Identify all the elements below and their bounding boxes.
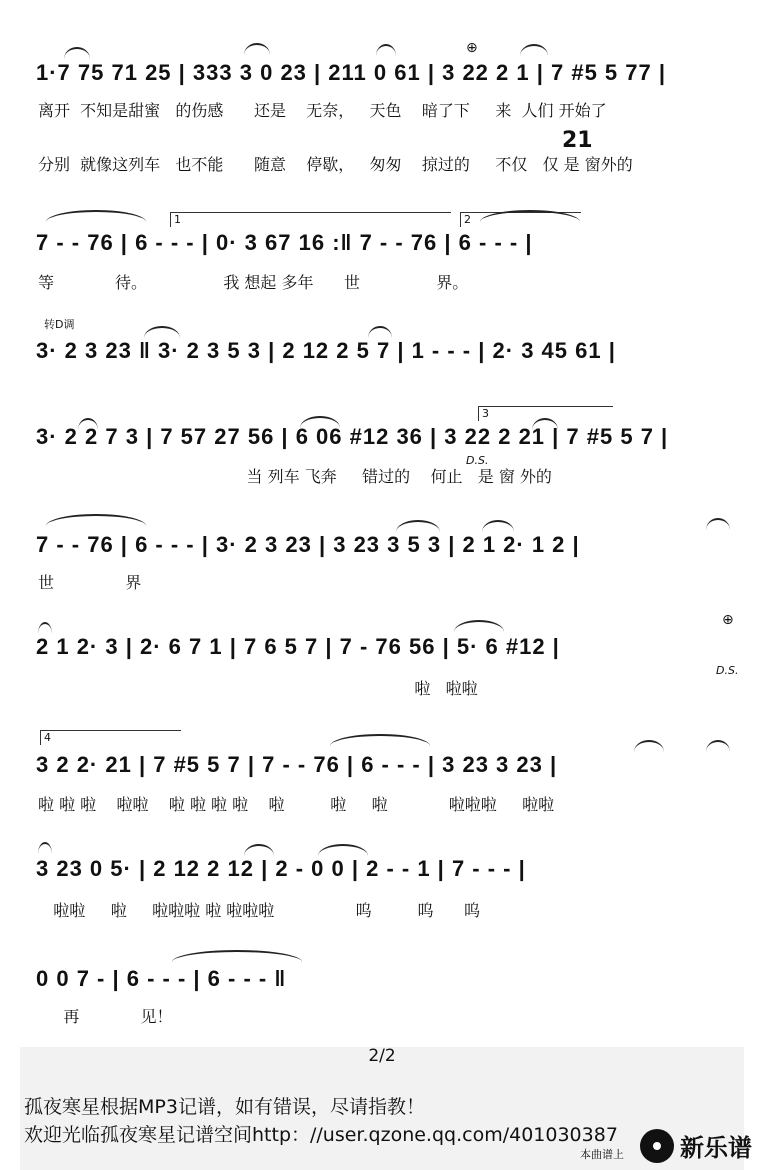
slur	[330, 734, 430, 746]
record-disc-icon	[640, 1129, 674, 1163]
slur	[38, 622, 52, 634]
notation: 2 1 2· 3 | 2· 6 7 1 | 7 6 5 7 | 7 - 76 56 | 5· 6 #12 |	[36, 634, 560, 659]
key-change-label: 转D调	[44, 318, 75, 331]
alt-note: 21	[562, 128, 593, 153]
volta-bracket: 1	[170, 212, 451, 227]
lyric-verse-1: 离开 不知是甜蜜 的伤感 还是 无奈， 天色 暗了下 来 人们 开始了	[38, 101, 607, 120]
slur	[706, 740, 730, 752]
lyric: 啦 啦啦	[38, 679, 478, 698]
slur	[46, 514, 146, 526]
ds-marker: D.S.	[716, 664, 739, 677]
volta-bracket: 2	[460, 212, 581, 227]
lyric: 世 界	[38, 573, 142, 592]
slur	[454, 620, 504, 632]
slur	[244, 43, 270, 55]
slur	[706, 518, 730, 530]
slur	[64, 47, 90, 59]
lyric: 啦 啦 啦 啦啦 啦 啦 啦 啦 啦 啦 啦 啦啦啦 啦啦	[38, 795, 555, 814]
slur	[144, 326, 180, 338]
coda-icon: ⊕	[722, 612, 734, 628]
notation: 1·7 75 71 25 | 333 3 0 23 | 211 0 61 | 3 22 2 1 | 7 #5 5 77 |	[36, 60, 667, 85]
notation: 3 23 0 5· | 2 12 2 12 | 2 - 0 0 | 2 - - 1 | 7 - - - |	[36, 856, 526, 881]
slur	[634, 740, 664, 752]
coda-icon: ⊕	[466, 40, 478, 56]
slur	[318, 844, 368, 856]
lyric: 再 见！	[38, 1007, 173, 1026]
lyric: 当 列车 飞奔 错过的 何止 是 窗 外的	[38, 467, 552, 486]
slur	[482, 520, 514, 532]
notation: 7 - - 76 | 6 - - - | 0· 3 67 16 :‖ 7 - - 76 | 6 - - - |	[36, 230, 533, 255]
slur	[46, 210, 146, 222]
lyric: 等 待。 我 想起 多年 世 界。	[38, 273, 469, 292]
volta-bracket: 3	[478, 406, 613, 421]
lyric: 啦啦 啦 啦啦啦 啦 啦啦啦 呜 呜 呜	[38, 901, 480, 920]
notation: 3 2 2· 21 | 7 #5 5 7 | 7 - - 76 | 6 - - - | 3 23 3 23 |	[36, 752, 558, 777]
credit-line-1: 孤夜寒星根据MP3记谱，如有错误，尽请指教！	[24, 1096, 425, 1118]
logo-caption: 本曲谱上	[580, 1148, 624, 1161]
lyric-verse-2: 分别 就像这列车 也不能 随意 停歇， 匆匆 掠过的 不仅 仅 是 窗外的	[38, 155, 633, 174]
notation: 0 0 7 - | 6 - - - | 6 - - - ‖	[36, 966, 287, 991]
notation: 3· 2 3 23 ‖ 3· 2 3 5 3 | 2 12 2 5 7 | 1 - - - | 2· 3 45 61 |	[36, 338, 616, 363]
slur	[396, 520, 440, 532]
slur	[520, 44, 548, 56]
volta-bracket: 4	[40, 730, 181, 745]
page-number: 2/2	[368, 1046, 396, 1066]
notation: 3· 2 2 7 3 | 7 57 27 56 | 6 06 #12 36 | 3 22 2 21 | 7 #5 5 7 |	[36, 424, 669, 449]
slur	[172, 950, 302, 962]
ds-marker: D.S.	[466, 454, 489, 467]
slur	[244, 844, 274, 856]
logo-text: 新乐谱	[680, 1134, 752, 1162]
slur	[38, 842, 52, 854]
site-logo	[640, 1128, 752, 1163]
slur	[376, 44, 396, 56]
notation: 7 - - 76 | 6 - - - | 3· 2 3 23 | 3 23 3 5 3 | 2 1 2· 1 2 |	[36, 532, 580, 557]
slur	[368, 326, 392, 338]
credit-line-2[interactable]: 欢迎光临孤夜寒星记谱空间http：//user.qzone.qq.com/401030387	[24, 1124, 618, 1146]
